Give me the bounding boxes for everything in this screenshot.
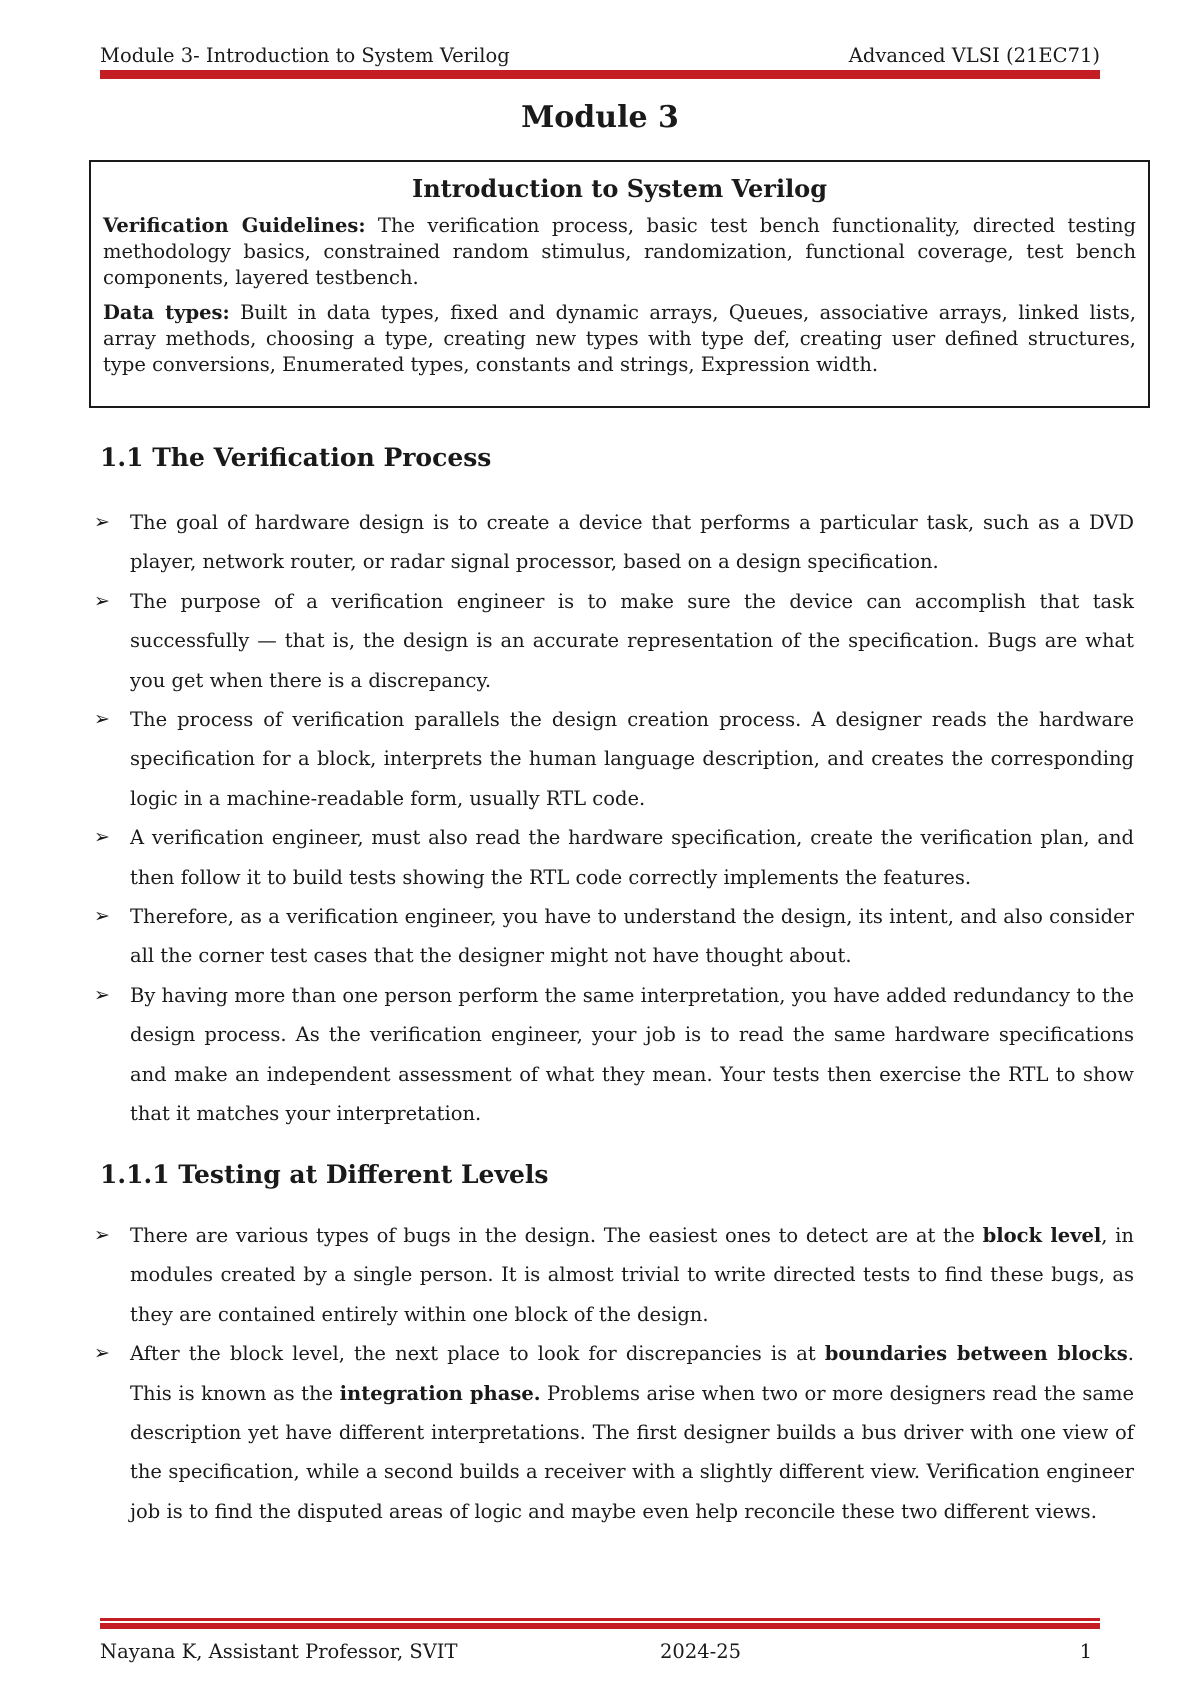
footer-rule-thick xyxy=(100,1623,1100,1629)
list-item: ➢ Therefore, as a verification engineer, you have to understand the design, its intent, and also consider all the corner test cases that the designer might not have thought about. xyxy=(94,897,1134,976)
bold-term: boundaries between blocks xyxy=(824,1342,1128,1366)
list-item: ➢ The goal of hardware design is to create a device that performs a particular task, such as a DVD player, network router, or radar signal processor, based on a design specification. xyxy=(94,503,1134,582)
syllabus-data-types xyxy=(103,300,1136,378)
header-rule xyxy=(100,70,1100,79)
syllabus-label: Verification Guidelines: xyxy=(103,214,366,237)
syllabus-text: Built in data types, fixed and dynamic arrays, Queues, associative arrays, linked lists, array methods, choosing a type, creating new types with type def, creating user defined structures, type conversions, Enumerated types, constants and strings, Expression width. xyxy=(103,301,1136,376)
arrow-bullet-icon: ➢ xyxy=(94,1224,110,1246)
page-title: Module 3 xyxy=(521,100,679,135)
syllabus-box xyxy=(89,160,1150,408)
page-header xyxy=(100,44,1100,70)
list-item: ➢ There are various types of bugs in the design. The easiest ones to detect are at the block level, in modules created by a single person. It is almost trivial to write directed tests to find these bugs, as they are contained entirely within one block of the design. xyxy=(94,1216,1134,1334)
list-item: ➢ The process of verification parallels the design creation process. A designer reads the hardware specification for a block, interprets the human language description, and creates the corresponding logic in a machine-readable form, usually RTL code. xyxy=(94,700,1134,818)
testing-levels-list xyxy=(94,1216,1134,1531)
list-item: ➢ A verification engineer, must also read the hardware specification, create the verification plan, and then follow it to build tests showing the RTL code correctly implements the features. xyxy=(94,818,1134,897)
arrow-bullet-icon: ➢ xyxy=(94,708,110,731)
bold-term: block level xyxy=(982,1224,1102,1247)
list-item: ➢ By having more than one person perform the same interpretation, you have added redundancy to the design process. As the verification engineer, your job is to read the same hardware specifications and make an independent assessment of what they mean. Your tests then exercise the RTL to show that it matches your interpretation. xyxy=(94,976,1134,1134)
arrow-bullet-icon: ➢ xyxy=(94,905,110,928)
bold-term: integration phase. xyxy=(339,1381,541,1405)
page-number: 1 xyxy=(1079,1640,1092,1663)
syllabus-text: The verification process, basic test bench functionality, directed testing methodology basics, constrained random stimulus, randomization, functional coverage, test bench components, layered testbench. xyxy=(103,214,1136,289)
syllabus-verification-guidelines xyxy=(103,213,1136,291)
arrow-bullet-icon: ➢ xyxy=(94,511,110,533)
list-item: ➢ The purpose of a verification engineer is to make sure the device can accomplish that task successfully — that is, the design is an accurate representation of the specification. Bugs are what you get when there is a discrepancy. xyxy=(94,582,1134,700)
footer-author: Nayana K, Assistant Professor, SVIT xyxy=(100,1640,458,1663)
section-heading-testing-levels: 1.1.1 Testing at Different Levels xyxy=(100,1160,549,1189)
section-heading-verification-process: 1.1 The Verification Process xyxy=(100,443,492,472)
arrow-bullet-icon: ➢ xyxy=(94,983,110,1006)
arrow-bullet-icon: ➢ xyxy=(94,589,110,612)
arrow-bullet-icon: ➢ xyxy=(94,1342,110,1365)
list-item: ➢ After the block level, the next place to look for discrepancies is at boundaries between blocks. This is known as the integration phase. Problems arise when two or more designers read the same description yet have different interpretations. The first designer builds a bus driver with one view of the specification, while a second builds a receiver with a slightly different view. Verification engineer job is to find the disputed areas of logic and maybe even help reconcile these two different views. xyxy=(94,1334,1134,1531)
footer-year: 2024-25 xyxy=(660,1640,742,1663)
verification-process-list xyxy=(94,503,1134,1134)
syllabus-heading: Introduction to System Verilog xyxy=(412,174,827,203)
arrow-bullet-icon: ➢ xyxy=(94,826,110,849)
syllabus-label: Data types: xyxy=(103,301,230,324)
footer-rule-thin xyxy=(100,1618,1100,1621)
header-module-title: Module 3- Introduction to System Verilog xyxy=(100,44,510,67)
header-course-code: Advanced VLSI (21EC71) xyxy=(848,44,1100,67)
